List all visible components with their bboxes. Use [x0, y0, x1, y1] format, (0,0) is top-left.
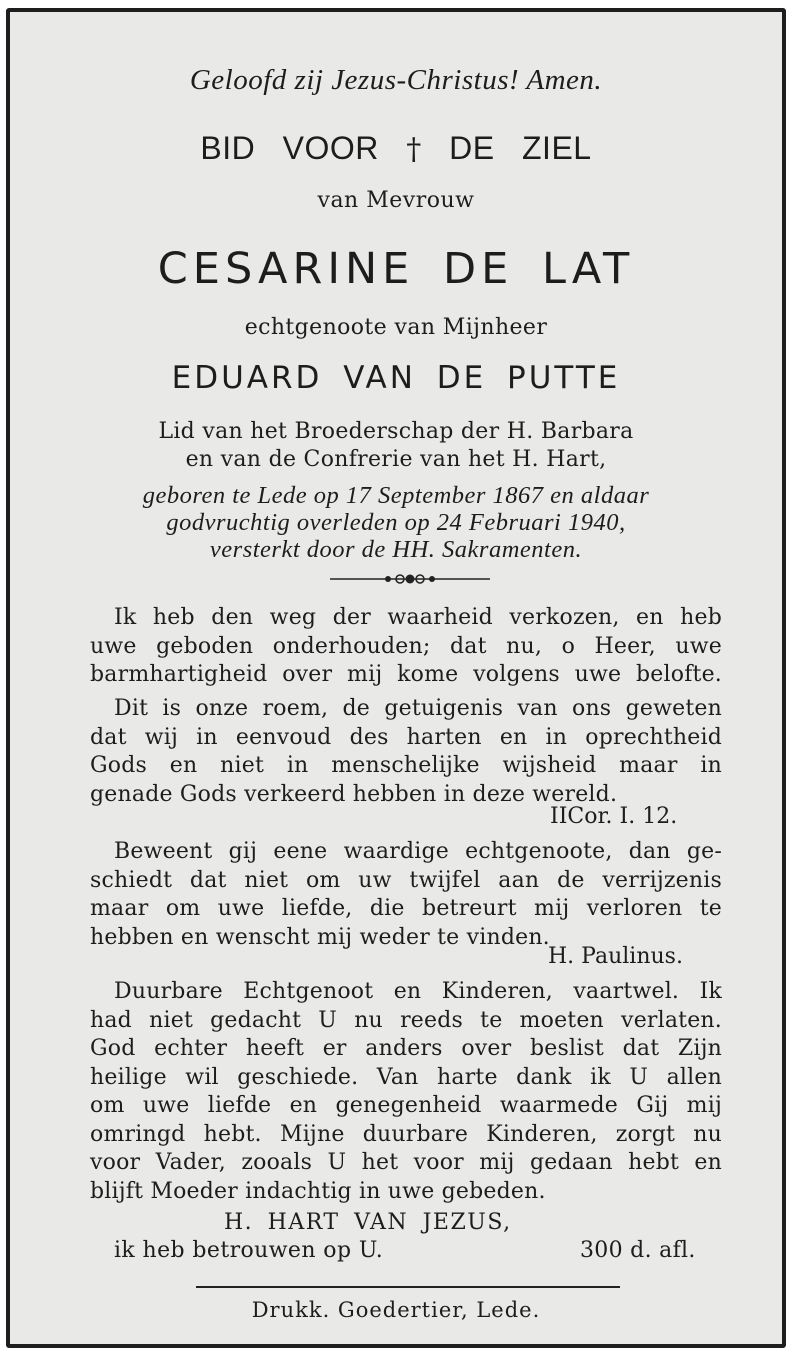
deceased-name: CESARINE DE LAT: [157, 244, 635, 294]
scripture-paragraph-2: [90, 695, 722, 809]
life-line: geboren te Lede op 17 September 1867 en aldaar: [142, 482, 650, 509]
footer-divider: [196, 1286, 620, 1288]
paragraph-line: had niet gedacht U nu reeds te moeten verlaten.: [90, 1007, 722, 1033]
scripture-source-1: IICor. I. 12.: [550, 804, 678, 829]
header-invocation: Geloofd zij Jezus-Christus! Amen.: [189, 64, 603, 96]
paragraph-line: God echter heeft er anders over beslist dat Zijn: [90, 1036, 722, 1061]
paragraph-line: maar om uwe liefde, die betreurt mij verloren te: [90, 896, 722, 921]
life-line: godvruchtig overleden op 24 Februari 1940,: [166, 509, 626, 536]
spouse-title: echtgenoote van Mijnheer: [244, 315, 548, 340]
prayer-heading-right: DE ZIEL: [449, 130, 592, 166]
life-dates-text: [10, 482, 782, 563]
paragraph-line: blijft Moeder indachtig in uwe gebeden.: [90, 1178, 546, 1204]
membership-line: en van de Confrerie van het H. Hart,: [185, 447, 607, 472]
paragraph-line: schiedt dat niet om uw twijfel aan de verrijzenis: [90, 867, 722, 893]
paragraph-line: dat wij in eenvoud des harten en in oprechtheid: [90, 724, 722, 750]
life-line: versterkt door de HH. Sakramenten.: [209, 536, 583, 563]
scripture-source-2: H. Paulinus.: [548, 944, 683, 969]
spouse-name: EDUARD VAN DE PUTTE: [171, 360, 621, 396]
ornament-divider: [330, 572, 490, 586]
farewell-paragraph: [90, 978, 722, 1206]
membership-line: Lid van het Broederschap der H. Barbara: [158, 419, 634, 444]
paragraph-line: uwe geboden onderhouden; dat nu, o Heer, uwe: [90, 633, 722, 659]
memorial-card: [6, 8, 786, 1348]
paragraph-line: hebben en wenscht mij weder te vinden.: [90, 924, 550, 950]
membership-text: [10, 418, 782, 474]
cross-icon: †: [406, 132, 422, 167]
paragraph-line: omringd hebt. Mijne duurbare Kinderen, zorgt nu: [90, 1121, 722, 1147]
closing-prayer-line-1: H. HART VAN JEZUS,: [224, 1210, 512, 1235]
closing-prayer-line-2: ik heb betrouwen op U.: [114, 1238, 384, 1263]
scripture-paragraph-3: [90, 838, 722, 952]
paragraph-line: barmhartigheid over mij kome volgens uwe belofte.: [90, 662, 722, 687]
scripture-paragraph-1: [90, 604, 722, 690]
title-mevrouw: van Mevrouw: [317, 188, 475, 213]
paragraph-line: voor Vader, zooals U het voor mij gedaan hebt en: [90, 1150, 722, 1175]
paragraph-line: genade Gods verkeerd hebben in deze wereld.: [90, 781, 618, 807]
paragraph-line: Duurbare Echtgenoot en Kinderen, vaartwel. Ik: [114, 979, 722, 1004]
prayer-heading: [10, 130, 782, 167]
printer-credit: Drukk. Goedertier, Lede.: [251, 1298, 541, 1322]
paragraph-line: heilige wil geschiede. Van harte dank ik U allen: [90, 1064, 722, 1090]
paragraph-line: om uwe liefde en genegenheid waarmede Gij mij: [90, 1093, 722, 1118]
paragraph-line: Beweent gij eene waardige echtgenoote, dan ge-: [114, 839, 722, 864]
prayer-heading-left: BID VOOR: [200, 130, 379, 166]
indulgence-note: 300 d. afl.: [580, 1238, 696, 1263]
paragraph-line: Gods en niet in menschelijke wijsheid maar in: [90, 753, 722, 778]
paragraph-line: Dit is onze roem, de getuigenis van ons geweten: [114, 696, 722, 721]
paragraph-line: Ik heb den weg der waarheid verkozen, en heb: [114, 605, 722, 630]
